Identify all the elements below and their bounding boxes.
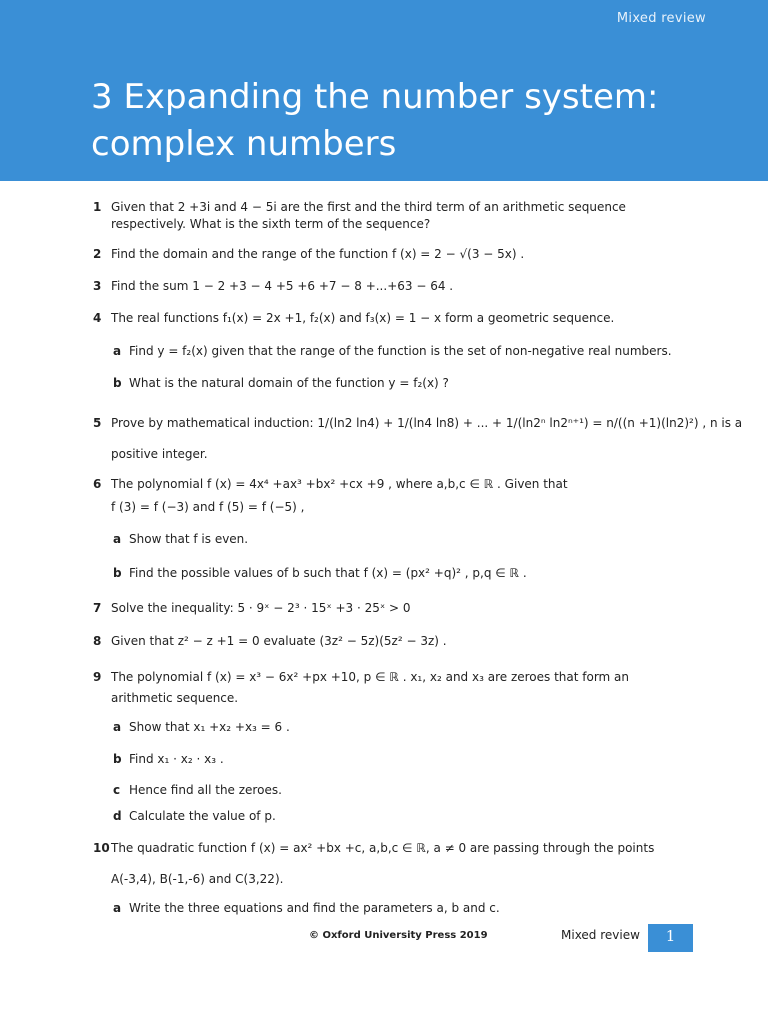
question-number: 2: [93, 247, 102, 261]
part-label: a: [113, 344, 122, 358]
part-text: Hence find all the zeroes.: [129, 783, 282, 797]
page-number: 1: [648, 924, 693, 952]
question-text: Given that z² − z +1 = 0 evaluate (3z² − 5z)(5z² − 3z) .: [111, 634, 447, 648]
question-text: Solve the inequality: 5 · 9ˣ − 2³ · 15ˣ +3 · 25ˣ > 0: [111, 601, 411, 615]
running-head: Mixed review: [616, 11, 706, 26]
part-label: a: [113, 901, 122, 915]
question-text: The polynomial f (x) = x³ − 6x² +px +10, p ∈ ℝ . x₁, x₂ and x₃ are zeroes that form an: [111, 670, 630, 684]
question-text: Prove by mathematical induction: 1/(ln2 ln4) + 1/(ln4 ln8) + ... + 1/(ln2ⁿ ln2ⁿ⁺¹) = n/((n +1)(ln2)²) , n is a: [111, 416, 743, 430]
question-number: 9: [93, 670, 102, 684]
question-number: 8: [93, 634, 102, 648]
part-label: b: [113, 566, 122, 580]
question-10-continuation: A(-3,4), B(-1,-6) and C(3,22).: [111, 872, 284, 886]
question-text: Find the sum 1 − 2 +3 − 4 +5 +6 +7 − 8 +...+63 − 64 .: [111, 279, 454, 293]
question-9-continuation: arithmetic sequence.: [111, 691, 239, 705]
question-text: The polynomial f (x) = 4x⁴ +ax³ +bx² +cx +9 , where a,b,c ∈ ℝ . Given that: [111, 477, 568, 491]
footer-section-label: Mixed review: [561, 928, 640, 942]
part-text: Find x₁ · x₂ · x₃ .: [129, 752, 224, 766]
part-label: a: [113, 720, 122, 734]
question-text: Given that 2 +3i and 4 − 5i are the first and the third term of an arithmetic sequence: [111, 200, 626, 214]
part-text: Find y = f₂(x) given that the range of the function is the set of non-negative real numbers.: [129, 344, 672, 358]
question-number: 10: [93, 841, 110, 855]
part-label: c: [113, 783, 121, 797]
question-number: 6: [93, 477, 102, 491]
part-label: a: [113, 532, 122, 546]
part-text: Show that f is even.: [129, 532, 249, 546]
part-label: d: [113, 809, 122, 823]
question-5-continuation: positive integer.: [111, 447, 208, 461]
copyright-notice: © Oxford University Press 2019: [309, 930, 488, 941]
part-label: b: [113, 376, 122, 390]
question-text: The real functions f₁(x) = 2x +1, f₂(x) and f₃(x) = 1 − x form a geometric sequence.: [111, 311, 615, 325]
question-text: Find the domain and the range of the function f (x) = 2 − √(3 − 5x) .: [111, 247, 525, 261]
question-text: The quadratic function f (x) = ax² +bx +c, a,b,c ∈ ℝ, a ≠ 0 are passing through the points: [111, 841, 655, 855]
chapter-banner: [0, 0, 768, 181]
question-6-continuation: f (3) = f (−3) and f (5) = f (−5) ,: [111, 500, 305, 514]
part-text: Find the possible values of b such that f (x) = (px² +q)² , p,q ∈ ℝ .: [129, 566, 527, 580]
question-number: 1: [93, 200, 102, 214]
part-text: Show that x₁ +x₂ +x₃ = 6 .: [129, 720, 290, 734]
question-number: 5: [93, 416, 102, 430]
question-1-continuation: respectively. What is the sixth term of the sequence?: [111, 217, 431, 231]
question-number: 4: [93, 311, 102, 325]
part-text: Write the three equations and find the parameters a, b and c.: [129, 901, 500, 915]
question-number: 7: [93, 601, 102, 615]
part-text: What is the natural domain of the function y = f₂(x) ?: [129, 376, 449, 390]
chapter-title: 3 Expanding the number system: complex numbers: [91, 77, 659, 164]
part-text: Calculate the value of p.: [129, 809, 276, 823]
part-label: b: [113, 752, 122, 766]
question-number: 3: [93, 279, 102, 293]
